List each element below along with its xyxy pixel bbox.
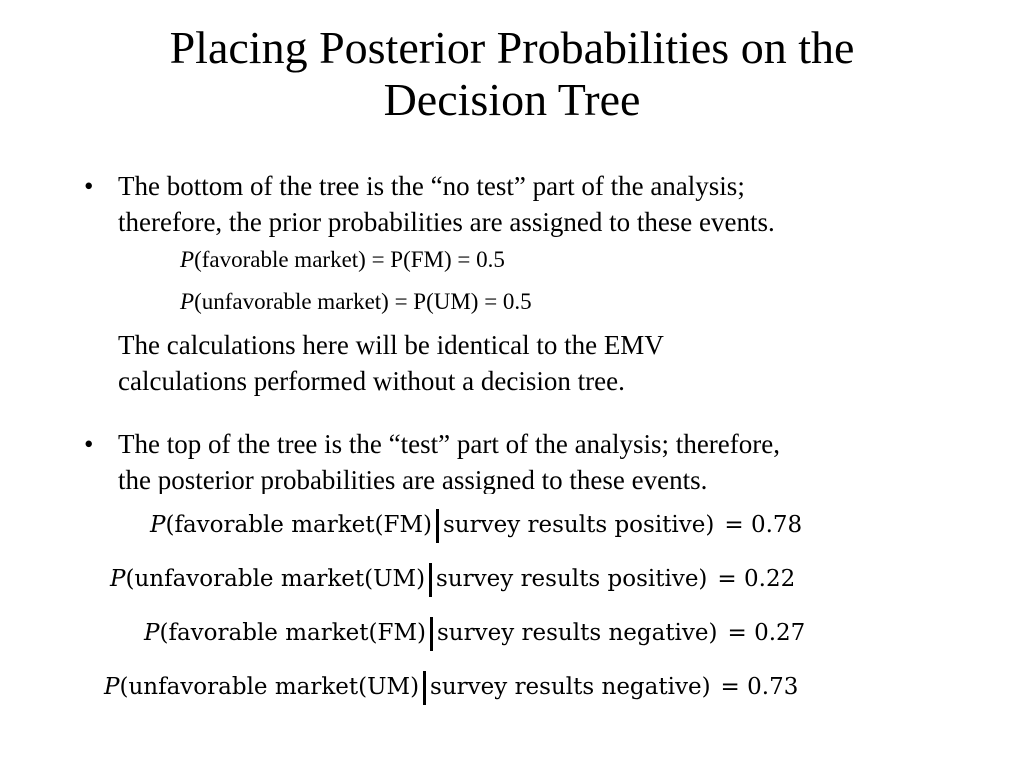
bullet-prior-line-2: therefore, the prior probabilities are assigned to these events. xyxy=(118,207,775,237)
eq-value: 0.27 xyxy=(754,620,806,646)
bullet-posterior-line-1: The top of the tree is the “test” part of the analysis; therefore, xyxy=(118,429,780,459)
given-bar xyxy=(430,617,433,651)
eq-value: 0.22 xyxy=(744,566,796,592)
eq-condition: survey results positive) xyxy=(436,566,708,592)
eq-condition: survey results negative) xyxy=(437,620,718,646)
prob-symbol: P xyxy=(180,289,195,314)
eq-sign: = xyxy=(720,674,740,700)
eq-event: (unfavorable market(UM) xyxy=(119,674,420,700)
eq-value: 0.78 xyxy=(750,512,803,538)
eq-event: (favorable market(FM) xyxy=(165,512,432,538)
prior-prob-unfavorable-text: (unfavorable market) = P(UM) = 0.5 xyxy=(194,289,532,314)
prior-prob-favorable-text: (favorable market) = P(FM) = 0.5 xyxy=(194,247,505,272)
bullet-prior-text xyxy=(118,168,964,240)
prob-symbol: P xyxy=(150,512,166,538)
bullet-posterior-clip xyxy=(84,426,984,494)
bullet-prior-line-1: The bottom of the tree is the “no test” part of the analysis; xyxy=(118,171,745,201)
bullet-posterior-text xyxy=(118,426,964,494)
slide-title xyxy=(0,22,1024,126)
given-bar xyxy=(429,563,432,597)
prob-symbol: P xyxy=(104,674,120,700)
bullet-dot: • xyxy=(84,429,94,459)
slide-title-line-2: Decision Tree xyxy=(383,74,641,125)
posterior-eq-fm-negative xyxy=(144,616,805,650)
emv-note-line-2: calculations performed without a decision tree. xyxy=(118,366,625,396)
eq-condition: survey results positive) xyxy=(443,512,715,538)
eq-condition: survey results negative) xyxy=(430,674,711,700)
given-bar xyxy=(423,671,426,705)
eq-event: (favorable market(FM) xyxy=(159,620,426,646)
bullet-posterior xyxy=(84,426,964,494)
slide-title-line-1: Placing Posterior Probabilities on the xyxy=(169,22,855,73)
prior-prob-unfavorable xyxy=(180,288,532,316)
bullet-dot: • xyxy=(84,171,94,201)
eq-sign: = xyxy=(727,620,747,646)
eq-event: (unfavorable market(UM) xyxy=(125,566,426,592)
emv-note-line-1: The calculations here will be identical to the EMV xyxy=(118,330,664,360)
given-bar xyxy=(436,509,439,543)
prior-prob-favorable xyxy=(180,246,505,274)
posterior-eq-um-positive xyxy=(110,562,795,596)
prob-symbol: P xyxy=(180,247,195,272)
prob-symbol: P xyxy=(110,566,126,592)
bullet-posterior-line-2: the posterior probabilities are assigned to these events. xyxy=(118,465,708,494)
posterior-eq-fm-positive xyxy=(150,508,802,542)
eq-value: 0.73 xyxy=(747,674,799,700)
bullet-prior xyxy=(84,168,964,240)
eq-sign: = xyxy=(724,512,744,538)
prob-symbol: P xyxy=(144,620,160,646)
posterior-eq-um-negative xyxy=(104,670,798,704)
emv-note xyxy=(118,327,978,399)
eq-sign: = xyxy=(717,566,737,592)
